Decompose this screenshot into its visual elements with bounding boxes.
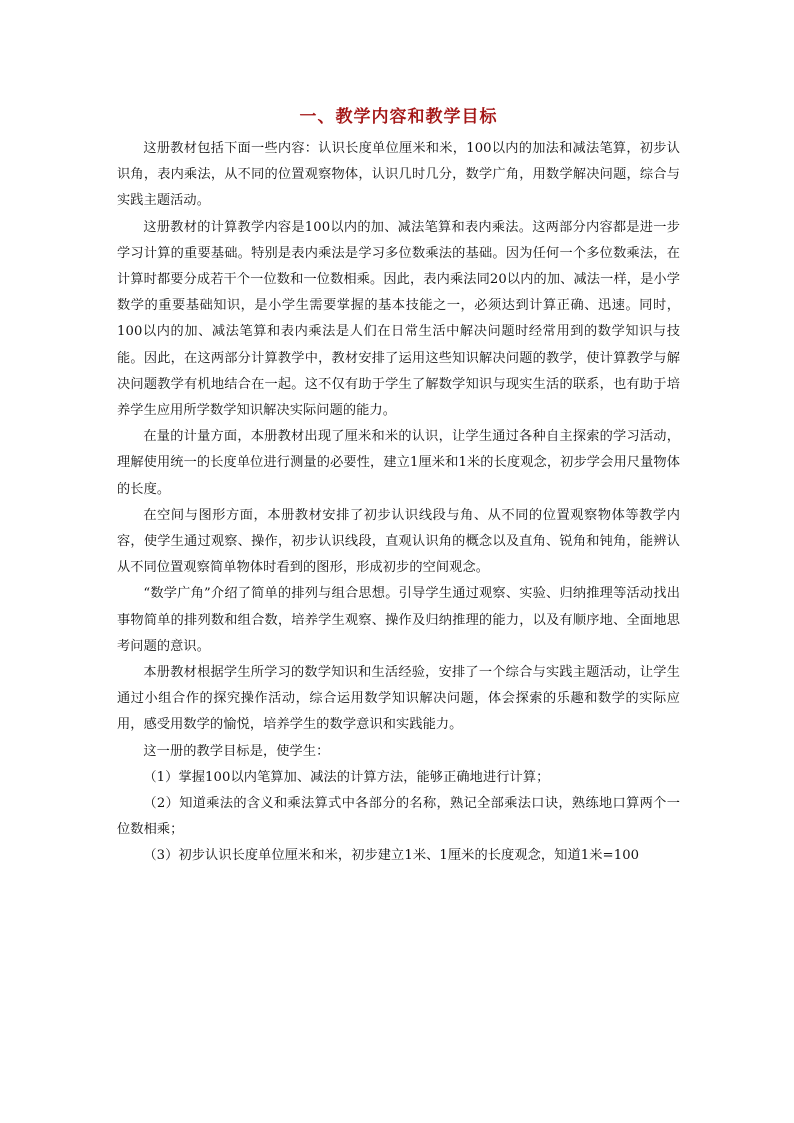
paragraph-goals-intro: 这一册的教学目标是，使学生： bbox=[143, 743, 330, 759]
paragraph-goal-3: （3）初步认识长度单位厘米和米，初步建立1米、1厘米的长度观念，知道1米=100 bbox=[143, 848, 640, 864]
paragraph-goal-2: （2）知道乘法的含义和乘法算式中各部分的名称，熟记全部乘法口诀，熟练地口算两个一位数相乘； bbox=[117, 796, 680, 838]
paragraph-math-wide-angle: “数学广角”介绍了简单的排列与组合思想。引导学生通过观察、实验、归纳推理等活动找出事物简单的排列数和组合数，培养学生观察、操作及归纳推理的能力，以及有顺序地、全面地思考问题的意识。 bbox=[117, 586, 680, 654]
paragraph-measurement: 在量的计量方面，本册教材出现了厘米和米的认识，让学生通过各种自主探索的学习活动，理解使用统一的长度单位进行测量的必要性，建立1厘米和1米的长度观念，初步学会用尺量物体的长度。 bbox=[117, 429, 680, 497]
paragraph-space-and-shapes: 在空间与图形方面，本册教材安排了初步认识线段与角、从不同的位置观察物体等教学内容，使学生通过观察、操作，初步认识线段，直观认识角的概念以及直角、锐角和钝角，能辨认从不同位置观察简单物体时看到的图形，形成初步的空间观念。 bbox=[117, 507, 680, 576]
paragraph-practice-activity: 本册教材根据学生所学习的数学知识和生活经验，安排了一个综合与实践主题活动，让学生通过小组合作的探究操作活动，综合运用数学知识解决问题，体会探索的乐趣和数学的实际应用，感受用数学的愉悦，培养学生的数学意识和实践能力。 bbox=[117, 665, 680, 733]
section-title: 一、教学内容和教学目标 bbox=[299, 107, 498, 127]
paragraph-calculation-teaching: 这册教材的计算教学内容是100以内的加、减法笔算和表内乘法。这两部分内容都是进一步学习计算的重要基础。特别是表内乘法是学习多位数乘法的基础。因为任何一个多位数乘法，在计算时都要分成若干个一位数和一位数相乘。因此，表内乘法同20以内的加、减法一样，是小学数学的重要基础知识，是小学生需要掌握的基本技能之一，必须达到计算正确、迅速。同时，100以内的加、减法笔算和表内乘法是人们在日常生活中解决问题时经常用到的数学知识与技能。因此，在这两部分计算教学中，教材安排了运用这些知识解决问题的教学，使计算教学与解决问题教学有机地结合在一起。这不仅有助于学生了解数学知识与现实生活的联系，也有助于培养学生应用所学数学知识解决实际问题的能力。 bbox=[117, 219, 680, 419]
document-page bbox=[117, 102, 680, 870]
paragraph-goal-1: （1）掌握100以内笔算加、减法的计算方法，能够正确地进行计算； bbox=[143, 769, 550, 785]
paragraph-contents-overview: 这册教材包括下面一些内容：认识长度单位厘米和米，100以内的加法和减法笔算，初步认识角，表内乘法，从不同的位置观察物体，认识几时几分，数学广角，用数学解决问题，综合与实践主题活动。 bbox=[117, 141, 680, 209]
